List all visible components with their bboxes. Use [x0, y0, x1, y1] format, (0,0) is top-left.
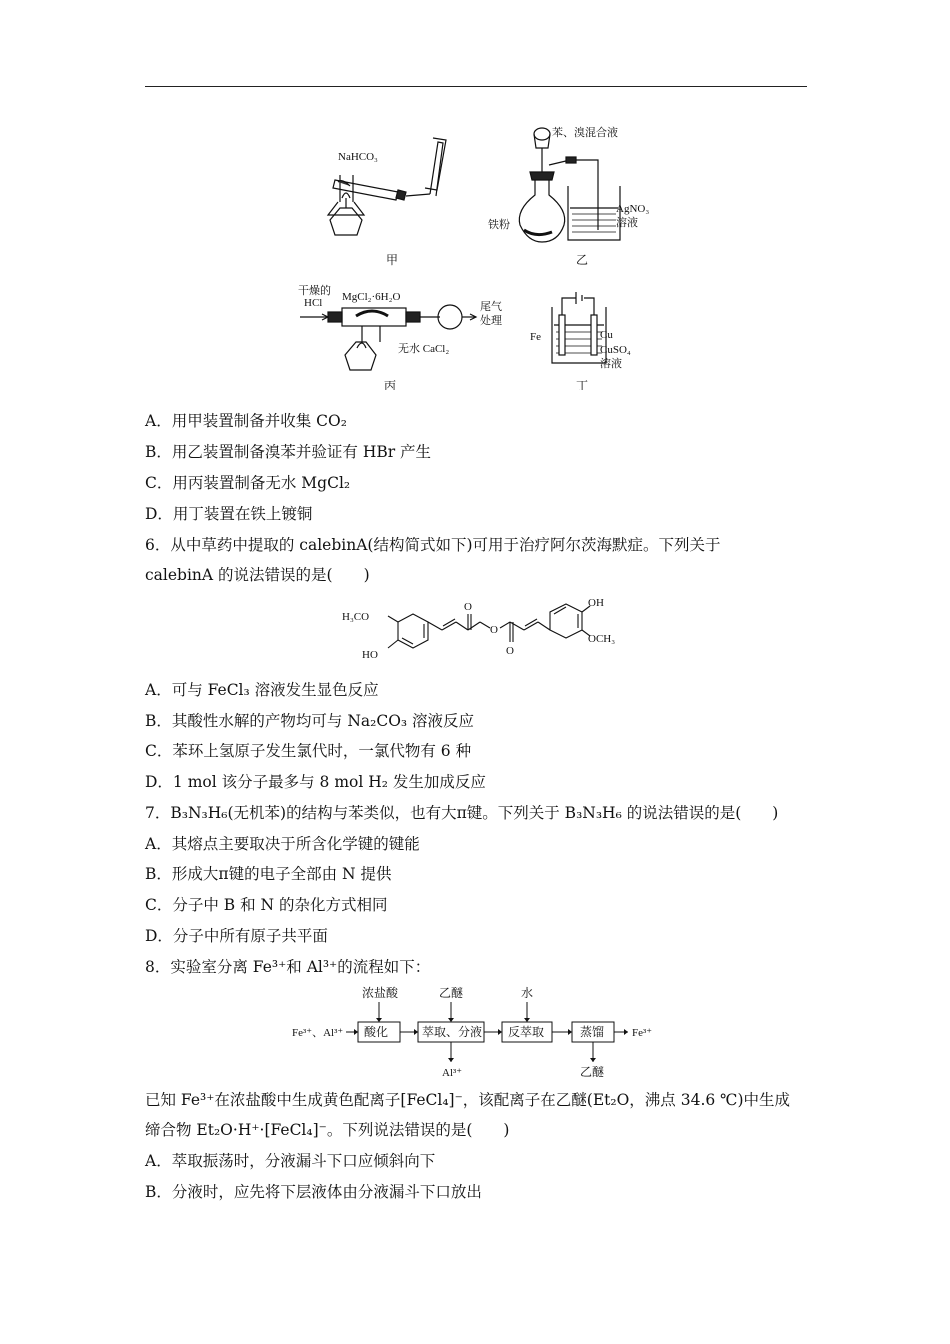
ding-left-electrode: Fe [530, 331, 541, 343]
q8-info-line-2: 缔合物 Et₂O·H⁺·[FeCl₄]⁻。下列说法错误的是( ) [145, 1121, 510, 1139]
q5-option-d: D．用丁装置在铁上镀铜 [145, 505, 313, 523]
left-methoxy-label: H₃CO [342, 611, 370, 623]
right-hydroxy-label: OH [588, 597, 604, 609]
q6-option-a: A．可与 FeCl₃ 溶液发生显色反应 [145, 681, 379, 699]
flow-output: Fe³⁺ [632, 1027, 653, 1039]
ester-carbonyl-o-label: O [506, 645, 514, 657]
bing-tube-label: MgCl₂·6H₂O [342, 291, 401, 303]
bing-inlet-label-1: 干燥的 [298, 285, 331, 297]
q5-option-c: C．用丙装置制备无水 MgCl₂ [145, 474, 351, 492]
q8-option-a: A．萃取振荡时，分液漏斗下口应倾斜向下 [145, 1152, 436, 1170]
q6-option-b: B．其酸性水解的产物均可与 Na₂CO₃ 溶液反应 [145, 712, 475, 730]
yi-flask-label: 铁粉 [488, 219, 510, 231]
q6-option-c: C．苯环上氢原子发生氯代时，一氯代物有 6 种 [145, 742, 472, 760]
ding-solution-label-2: 溶液 [600, 358, 622, 370]
bing-outlet-label-1: 尾气 [480, 301, 502, 313]
bing-label: 丙 [384, 379, 397, 390]
left-hydroxy-label: HO [362, 649, 378, 661]
flow-step2-out: Al³⁺ [442, 1067, 463, 1079]
q7-option-c: C．分子中 B 和 N 的杂化方式相同 [145, 896, 388, 914]
bing-dryer-label: 无水 CaCl₂ [398, 343, 450, 355]
flow-step2: 萃取、分液 [422, 1025, 483, 1039]
q5-option-a: A．用甲装置制备并收集 CO₂ [145, 412, 347, 430]
q6-stem-line-2: calebinA 的说法错误的是( ) [145, 566, 370, 584]
flow-step1-reagent: 浓盐酸 [362, 986, 399, 1000]
q7-option-a: A．其熔点主要取决于所含化学键的键能 [145, 835, 420, 853]
q8-stem: 8．实验室分离 Fe³⁺和 Al³⁺的流程如下： [145, 958, 431, 976]
flow-step4-out: 乙醚 [580, 1065, 605, 1079]
flow-step3-reagent: 水 [521, 986, 534, 1000]
yi-beaker-label-1: AgNO₃ [616, 203, 650, 215]
q5-option-b: B．用乙装置制备溴苯并验证有 HBr 产生 [145, 443, 432, 461]
jia-label: 甲 [386, 253, 399, 267]
flow-step4: 蒸馏 [580, 1025, 605, 1039]
right-methoxy-label: OCH₃ [588, 633, 616, 645]
q7-option-d: D．分子中所有原子共平面 [145, 927, 328, 945]
ding-solution-label-1: CuSO₄ [600, 344, 631, 356]
ketone-o-label: O [464, 601, 472, 613]
q7-option-b: B．形成大π键的电子全部由 N 提供 [145, 865, 392, 883]
flow-input: Fe³⁺、Al³⁺ [292, 1027, 344, 1039]
apparatus-figure [280, 120, 700, 390]
ding-right-electrode: Cu [600, 329, 613, 341]
separation-flowchart [290, 984, 660, 1080]
header-rule [145, 86, 807, 87]
jia-reagent-label: NaHCO₃ [338, 151, 378, 163]
q8-option-b: B．分液时，应先将下层液体由分液漏斗下口放出 [145, 1183, 482, 1201]
q8-info-line-1: 已知 Fe³⁺在浓盐酸中生成黄色配离子[FeCl₄]⁻，该配离子在乙醚(Et₂O，沸点 34.6 ℃)中生成 [145, 1091, 791, 1109]
yi-label: 乙 [576, 253, 589, 267]
q6-stem-line-1: 6．从中草药中提取的 calebinA(结构简式如下)可用于治疗阿尔茨海默症。下列关于 [145, 536, 721, 554]
ester-o-label: O [490, 624, 498, 636]
bing-outlet-label-2: 处理 [480, 315, 502, 327]
yi-funnel-label: 苯、溴混合液 [552, 127, 618, 139]
q6-option-d: D．1 mol 该分子最多与 8 mol H₂ 发生加成反应 [145, 773, 486, 791]
flow-step3: 反萃取 [508, 1025, 545, 1039]
yi-beaker-label-2: 溶液 [616, 217, 638, 229]
bing-inlet-label-2: HCl [304, 297, 323, 309]
ding-label: 丁 [576, 379, 589, 390]
calebin-structure [338, 592, 628, 672]
flow-step2-reagent: 乙醚 [439, 986, 464, 1000]
flow-step1: 酸化 [364, 1025, 389, 1039]
q7-stem: 7．B₃N₃H₆(无机苯)的结构与苯类似，也有大π键。下列关于 B₃N₃H₆ 的说法错误的是( ) [145, 804, 779, 822]
